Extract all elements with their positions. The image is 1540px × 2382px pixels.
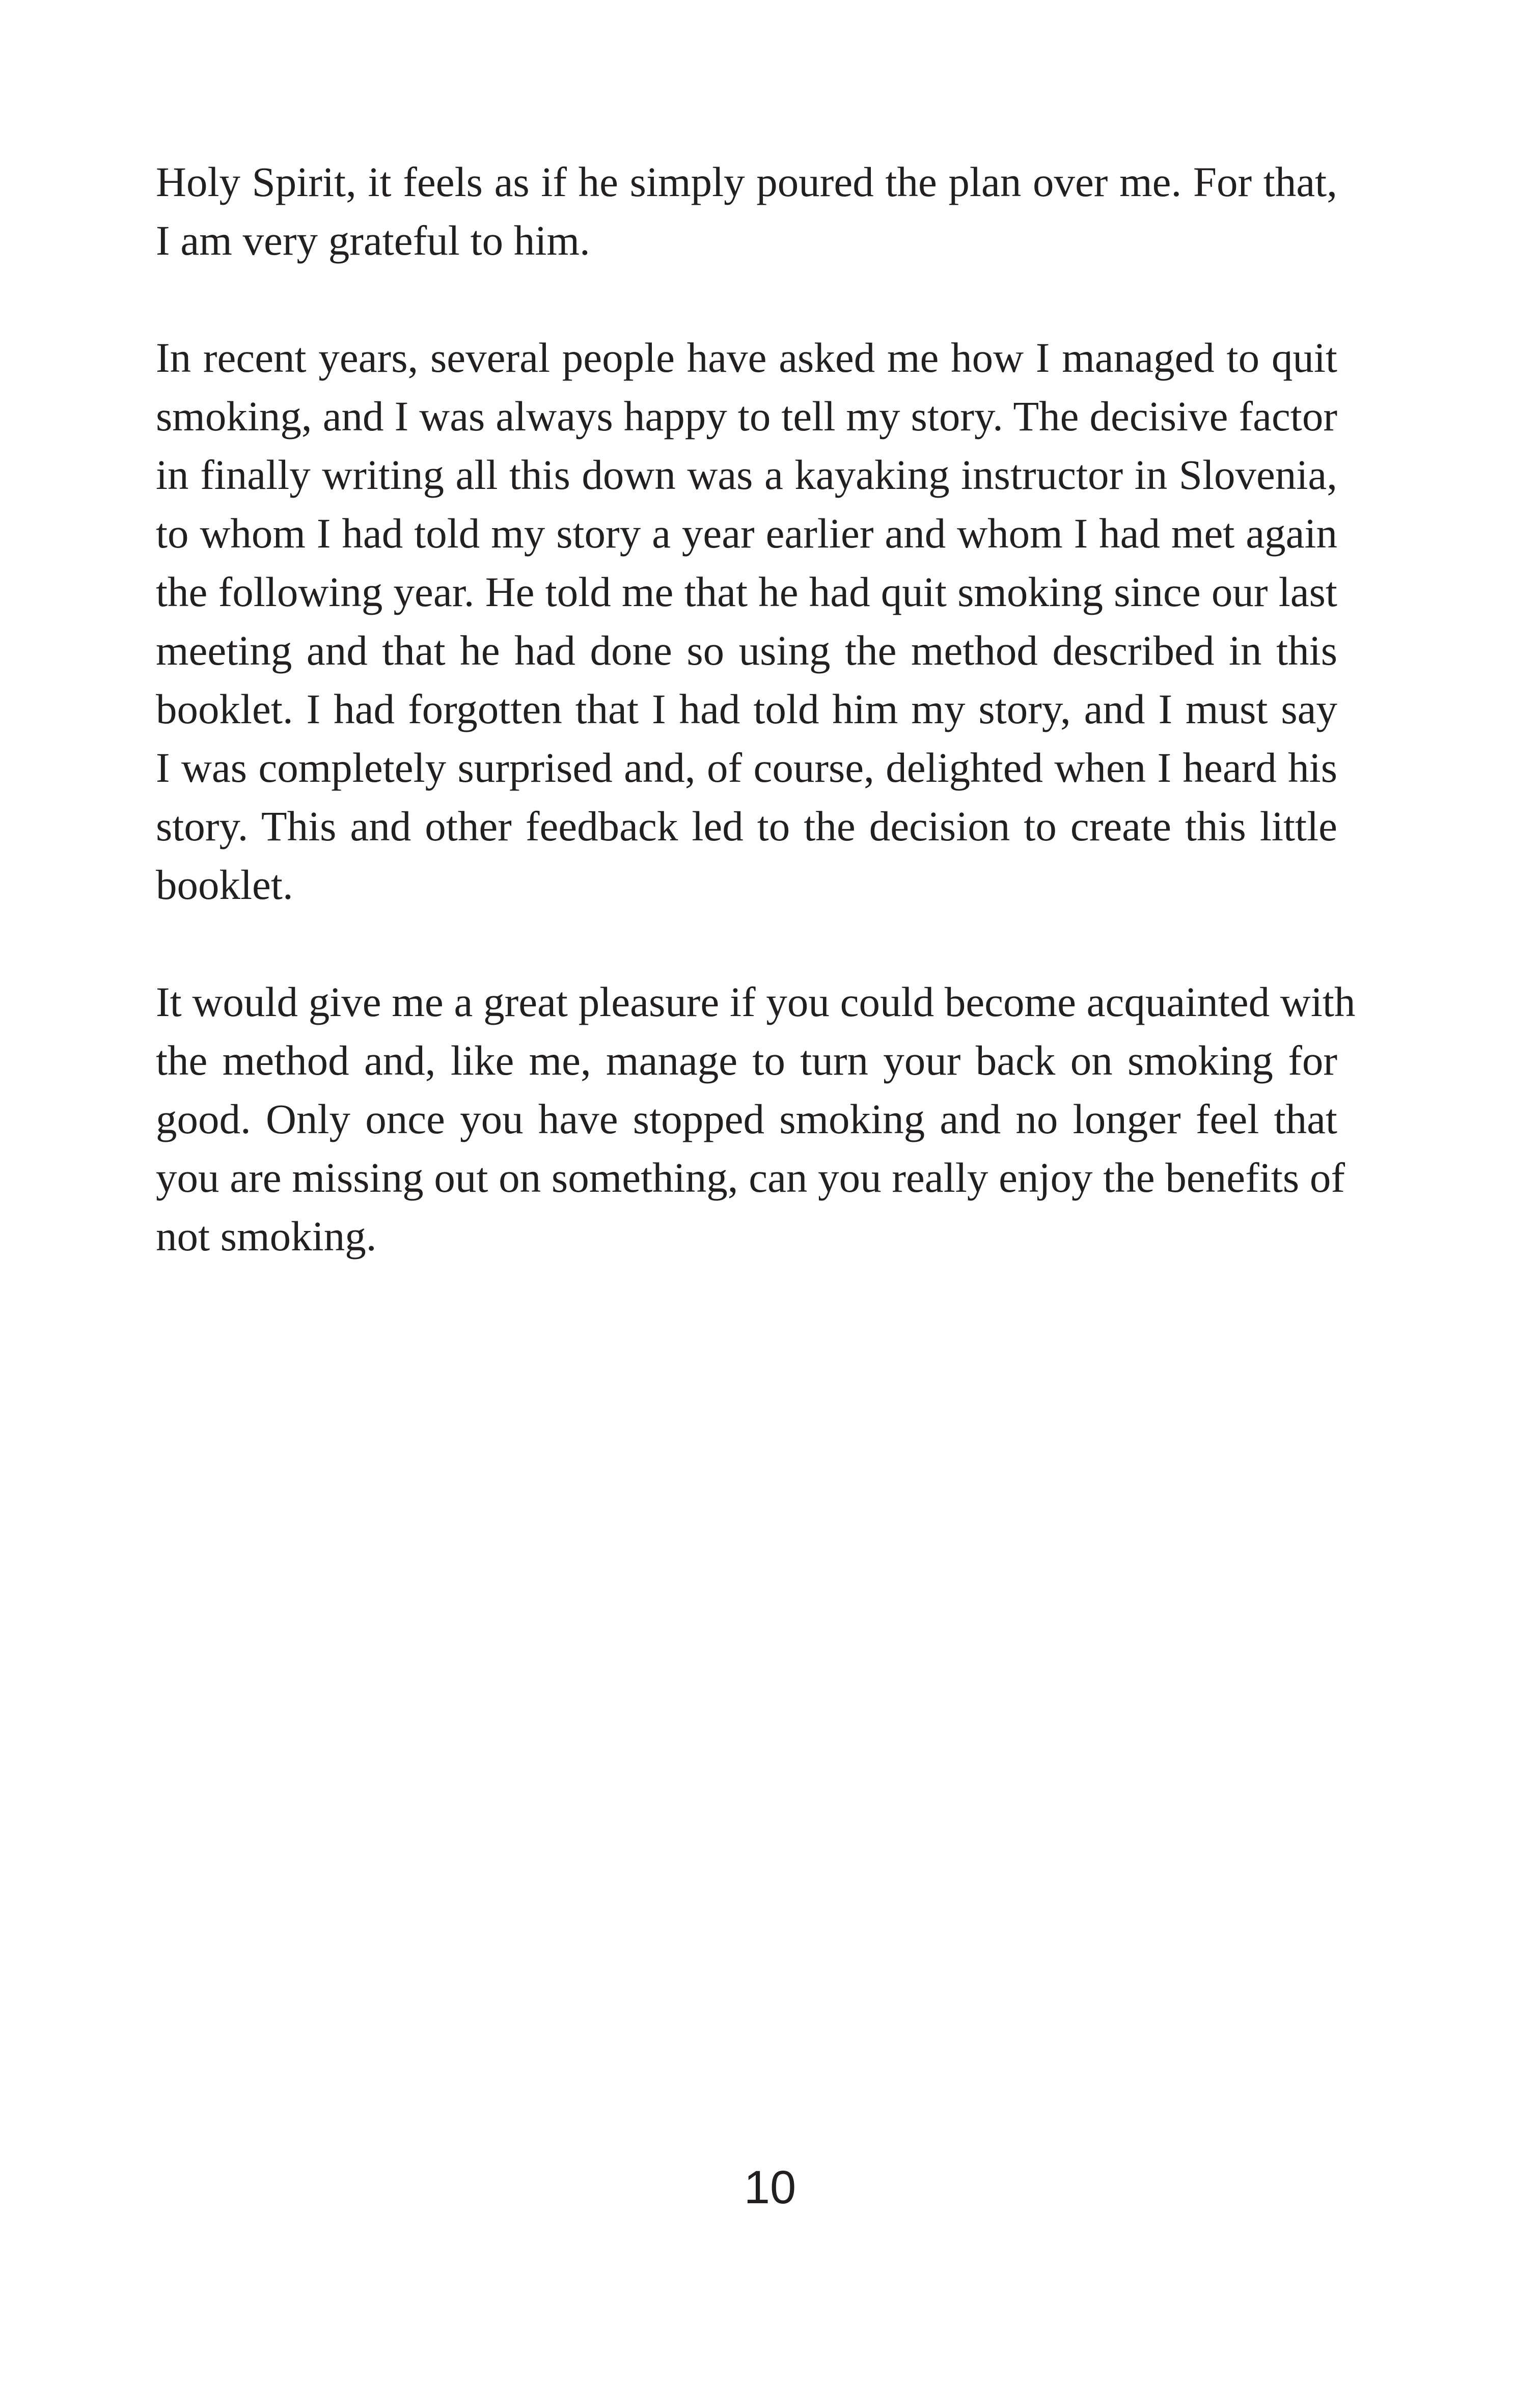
text-line: story. This and other feedback led to the decision to create this little <box>156 803 1337 850</box>
paragraph-1 <box>156 153 1337 270</box>
text-line: you are missing out on something, can you really enjoy the benefits of <box>156 1154 1345 1201</box>
text-line: I am very grateful to him. <box>156 217 590 264</box>
text-line: to whom I had told my story a year earlier and whom I had met again <box>156 510 1337 557</box>
text-line: meeting and that he had done so using the method described in this <box>156 627 1337 674</box>
text-line: smoking, and I was always happy to tell my story. The decisive factor <box>156 393 1337 440</box>
text-line: In recent years, several people have asked me how I managed to quit <box>156 334 1337 381</box>
page-number: 10 <box>744 2161 796 2213</box>
text-line: booklet. <box>156 861 293 908</box>
text-line: the method and, like me, manage to turn your back on smoking for <box>156 1037 1337 1084</box>
text-line: the following year. He told me that he had quit smoking since our last <box>156 568 1337 615</box>
text-line: in finally writing all this down was a kayaking instructor in Slovenia, <box>156 451 1337 498</box>
text-line: Holy Spirit, it feels as if he simply poured the plan over me. For that, <box>156 158 1337 205</box>
paragraph-3 <box>156 973 1356 1266</box>
text-line: not smoking. <box>156 1213 377 1260</box>
text-line: good. Only once you have stopped smoking and no longer feel that <box>156 1096 1337 1142</box>
body-text <box>156 153 1356 1324</box>
text-line: I was completely surprised and, of course, delighted when I heard his <box>156 744 1337 791</box>
text-line: booklet. I had forgotten that I had told him my story, and I must say <box>156 686 1337 732</box>
text-line: It would give me a great pleasure if you could become acquainted with <box>156 978 1356 1025</box>
paragraph-2 <box>156 328 1337 914</box>
